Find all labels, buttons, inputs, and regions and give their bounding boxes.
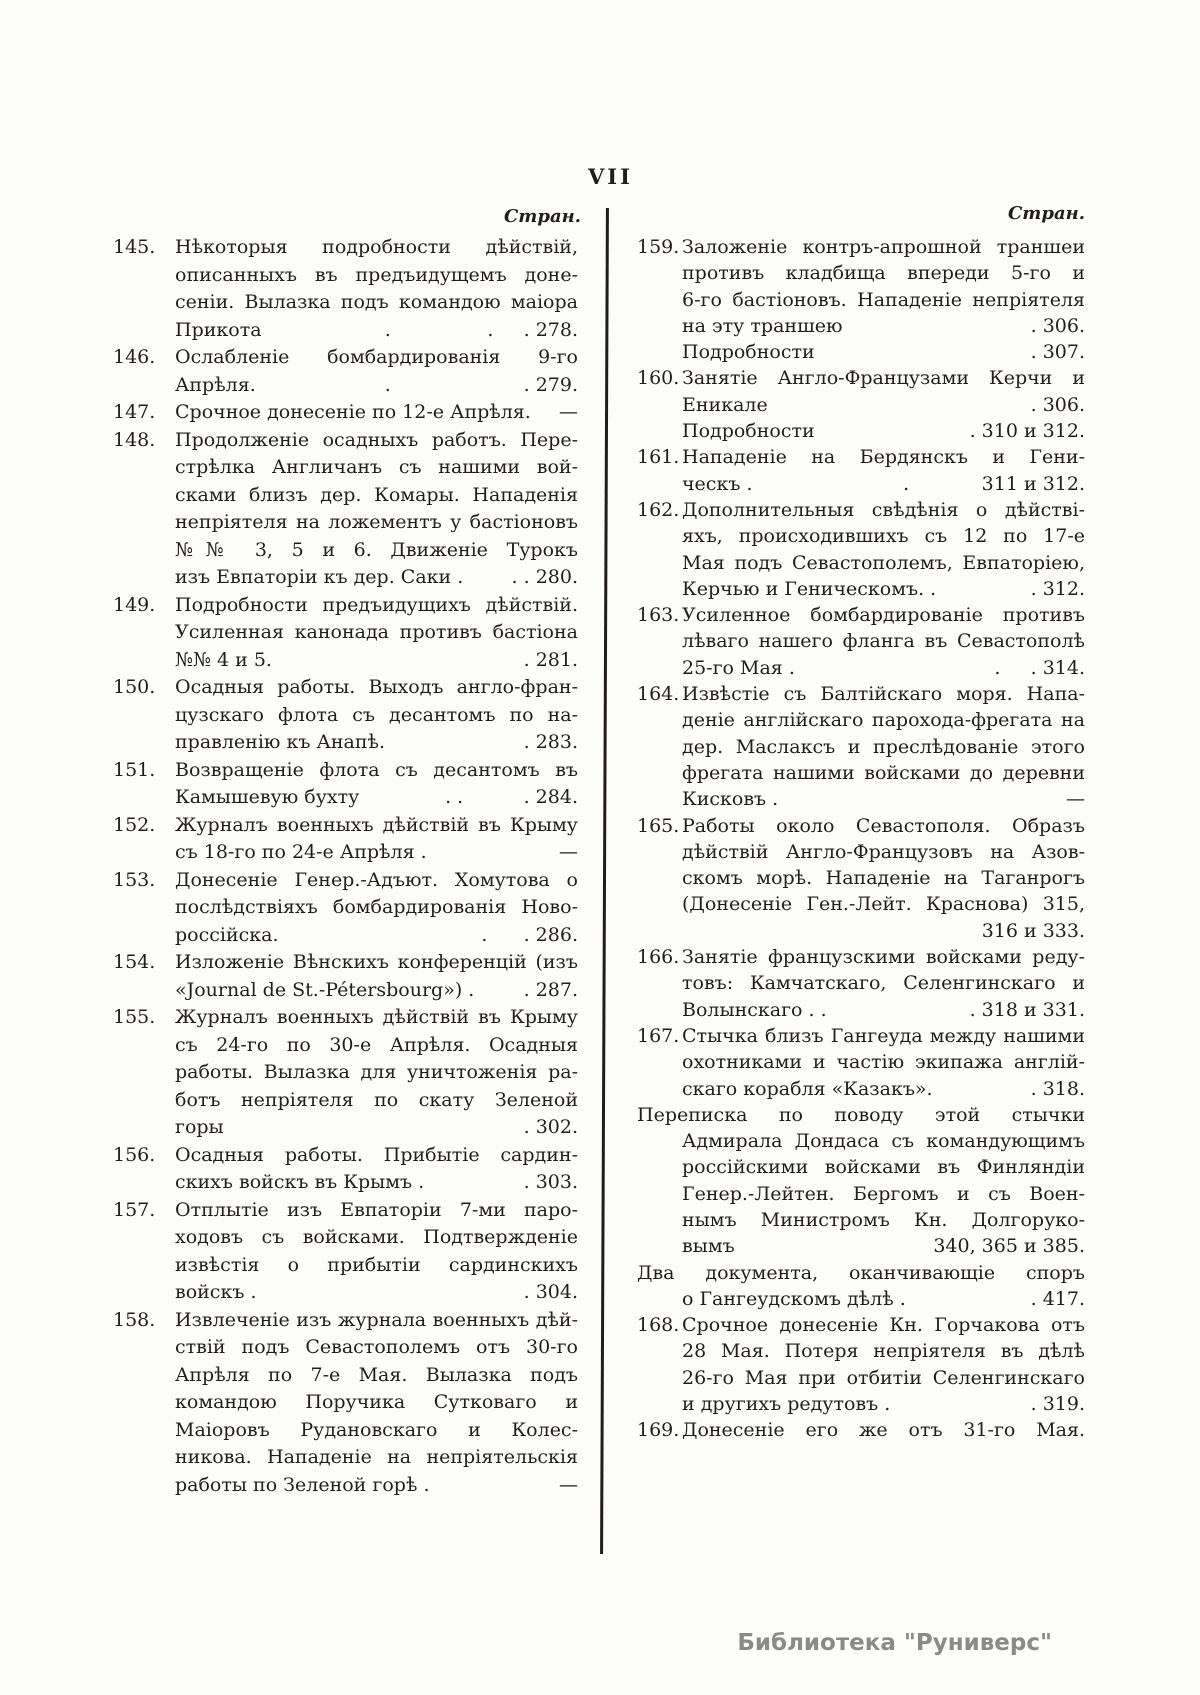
entry-text: вымъ: [682, 1235, 735, 1258]
toc-entry: [113, 1004, 578, 1142]
entry-page-ref: . 304.: [523, 1281, 578, 1303]
toc-entry: [113, 867, 578, 950]
toc-entry: [637, 681, 1085, 812]
column-header-left: Стран.: [503, 206, 581, 227]
entry-number: 155.: [113, 1006, 156, 1028]
toc-entry: [113, 757, 578, 812]
entry-page-line: [682, 339, 1085, 365]
entry-page-ref: 340, 365 и 385.: [933, 1235, 1085, 1258]
entry-text-line: Генер.-Лейтен. Бергомъ и съ Воен-: [682, 1182, 1085, 1205]
entry-body: [682, 602, 1085, 681]
entry-page-ref: —: [559, 841, 578, 863]
entry-text-line: Заложеніе контръ-апрошной траншеи: [682, 236, 1085, 258]
watermark-runivers: Библиотека "Руниверс": [737, 1630, 1052, 1656]
entry-text: о Гангеудскомъ дѣлѣ .: [682, 1287, 906, 1310]
entry-number: 169.: [637, 1419, 680, 1442]
entry-page-ref: . . . 284.: [445, 786, 578, 808]
entry-text-line: дер. Маслаксъ и преслѣдованіе этого: [682, 735, 1085, 758]
entry-body: [175, 757, 578, 812]
entry-text-line: послѣдствіяхъ бомбардированія Ново-: [175, 896, 578, 918]
entry-text-line: россійскими войсками въ Финляндіи: [682, 1156, 1085, 1179]
entry-number: 145.: [113, 236, 156, 258]
entry-page-line: [682, 655, 1085, 681]
entry-body: [682, 1312, 1085, 1417]
entry-page-line: [175, 784, 578, 812]
entry-text-line: Осадныя работы. Выходъ англо-фран-: [175, 676, 578, 698]
entry-text-line: Донесеніе Генер.-Адъют. Хомутова о: [175, 868, 578, 891]
entry-page-ref: . 307.: [1030, 341, 1085, 364]
entry-page-line: [682, 576, 1085, 602]
entry-text: Прикота: [175, 318, 262, 341]
page-number-roman: VII: [588, 164, 633, 189]
entry-page-line: [682, 1286, 1085, 1312]
entry-text: Еникале: [682, 393, 768, 416]
entry-page-ref: . 310 и 312.: [969, 420, 1085, 443]
entry-text-line: противъ кладбища впереди 5-го и: [682, 262, 1085, 285]
entry-text-line: Продолженіе осадныхъ работъ. Пере-: [175, 428, 578, 451]
entry-text: россійска.: [175, 923, 279, 946]
entry-page-line: [175, 564, 578, 592]
entry-page-ref: . 303.: [523, 1171, 578, 1193]
entry-text-line: №№ 3, 5 и 6. Движеніе Турокъ: [175, 538, 578, 561]
entry-text-line: Журналъ военныхъ дѣйствій въ Крыму: [175, 1006, 578, 1028]
entry-text-line: сеніи. Вылазка подъ командою маіора: [175, 291, 578, 313]
entry-text: изъ Евпаторіи къ дер. Саки .: [175, 566, 464, 588]
entry-text-line: 6-го бастіоновъ. Нападеніе непріятеля: [682, 288, 1085, 311]
column-header-right: Стран.: [1007, 203, 1085, 224]
toc-entry: [637, 1417, 1085, 1443]
toc-entry: [113, 674, 578, 757]
entry-body: [637, 1260, 1085, 1313]
entry-text-line: деніе англійскаго парохода-фрегата на: [682, 709, 1085, 732]
toc-entry: [113, 592, 578, 675]
entry-body: [175, 427, 578, 592]
entry-text: работы по Зеленой горѣ .: [175, 1473, 430, 1496]
entry-number: 161.: [637, 446, 680, 469]
entry-page-line: [175, 317, 578, 345]
entry-page-line: [175, 1279, 578, 1307]
entry-page-line: [175, 372, 578, 400]
entry-page-ref: —: [559, 1473, 578, 1496]
entry-body: [175, 1307, 578, 1500]
entry-body: [175, 949, 578, 1004]
entry-body: [682, 681, 1085, 812]
entry-number: 166.: [637, 946, 680, 969]
entry-page-line: [682, 313, 1085, 339]
entry-text-line: Дополнительныя свѣдѣнія о дѣйстві-: [682, 498, 1085, 521]
entry-text: Камышевую бухту: [175, 786, 360, 808]
entry-page-ref: 316 и 333.: [981, 919, 1085, 942]
entry-number: 153.: [113, 868, 156, 891]
toc-entry: [113, 399, 578, 427]
entry-body: [175, 1142, 578, 1197]
entry-number: 157.: [113, 1198, 156, 1221]
entry-body: [175, 592, 578, 675]
entry-page-ref: . 312.: [1030, 577, 1085, 600]
entry-text: Срочное донесеніе по 12-е Апрѣля.: [175, 401, 531, 423]
entry-number: 151.: [113, 758, 156, 781]
entry-body: [682, 497, 1085, 602]
entry-page-line: [175, 839, 578, 867]
entry-text: ческъ .: [682, 472, 753, 495]
entry-text-line: никова. Нападеніе на непріятельскія: [175, 1446, 578, 1468]
entry-text-line: лѣваго нашего фланга въ Севастополѣ: [682, 630, 1085, 653]
toc-entry: [113, 812, 578, 867]
entry-text-line: описанныхъ въ предъидущемъ доне-: [175, 263, 578, 286]
entry-number: 168.: [637, 1314, 680, 1337]
toc-column-left: [113, 234, 578, 1499]
toc-entry: [637, 1102, 1085, 1260]
entry-text: Волынскаго . .: [682, 998, 827, 1021]
toc-entry: [637, 234, 1085, 365]
entry-text-line: непріятеля на ложементъ у бастіоновъ: [175, 511, 578, 533]
entry-text-line: Усиленная канонада противъ бастіона: [175, 621, 578, 643]
toc-entry: [113, 1142, 578, 1197]
entry-body: [175, 399, 578, 427]
entry-body: [175, 1004, 578, 1142]
toc-entry: [113, 427, 578, 592]
entry-page-line: [175, 399, 578, 427]
entry-text-line: ствій подъ Севастополемъ отъ 30-го: [175, 1336, 578, 1358]
entry-page-ref: . . 314.: [994, 656, 1085, 679]
entry-body: [682, 813, 1085, 944]
entry-text: Подробности: [682, 341, 815, 364]
entry-page-line: [175, 647, 578, 675]
entry-text: съ 18-го по 24-е Апрѣля .: [175, 841, 427, 863]
toc-entry: [637, 1023, 1085, 1102]
toc-entry: [113, 344, 578, 399]
entry-page-line: [175, 1472, 578, 1500]
entry-text-line: товъ: Камчатскаго, Селенгинскаго и: [682, 972, 1085, 995]
entry-text-line: Ослабленіе бомбардированія 9-го: [175, 346, 578, 368]
entry-page-line: [682, 1076, 1085, 1102]
toc-entry: [637, 365, 1085, 444]
entry-text-line: цузскаго флота съ десантомъ по на-: [175, 703, 578, 726]
entry-text-line: командою Поручика Сутковаго и: [175, 1391, 578, 1413]
entry-page-line: [175, 922, 578, 950]
entry-text: правленію къ Анапѣ.: [175, 731, 386, 753]
entry-text: скаго корабля «Казакъ».: [682, 1077, 933, 1100]
entry-text-line: Осадныя работы. Прибытіе сардин-: [175, 1143, 578, 1166]
entry-text-line: Донесеніе его же отъ 31-го Мая.: [682, 1419, 1085, 1442]
entry-page-ref: . 306.: [1030, 393, 1085, 416]
entry-number: 167.: [637, 1024, 680, 1047]
entry-text-line: охотниками и частію экипажа англій-: [682, 1051, 1085, 1074]
entry-text-line: Апрѣля по 7-е Мая. Вылазка подъ: [175, 1363, 578, 1386]
entry-page-ref: . 287.: [523, 978, 578, 1001]
entry-text: Апрѣля.: [175, 373, 256, 396]
entry-text-line: яхъ, происходившихъ съ 12 по 17-е: [682, 525, 1085, 548]
entry-page-ref: —: [1066, 788, 1085, 811]
entry-text: Керчью и Геническомъ. .: [682, 577, 937, 600]
entry-text: на эту траншею: [682, 314, 843, 337]
entry-page-ref: . . 286.: [481, 923, 578, 946]
entry-page-ref: . 319.: [1030, 1393, 1085, 1416]
entry-body: [175, 867, 578, 950]
entry-body: [682, 944, 1085, 1023]
entry-text-line: Переписка по поводу этой стычки: [637, 1103, 1085, 1126]
entry-page-ref: . . 279.: [384, 373, 578, 396]
entry-page-ref: —: [559, 401, 578, 423]
entry-text-line: сками близъ дер. Комары. Нападенія: [175, 483, 578, 506]
entry-text-line: работы. Вылазка для уничтоженія ра-: [175, 1061, 578, 1083]
entry-text: №№ 4 и 5.: [175, 648, 272, 671]
entry-text: горы: [175, 1116, 224, 1138]
toc-column-right: [637, 234, 1085, 1444]
entry-text-line: Журналъ военныхъ дѣйствій въ Крыму: [175, 813, 578, 836]
entry-text: Кисковъ .: [682, 788, 779, 811]
entry-text: «Journal de St.-Pétersbourg») .: [175, 978, 475, 1001]
entry-text-line: Стычка близъ Гангеуда между нашими: [682, 1024, 1085, 1047]
entry-text-line: нымъ Министромъ Кн. Долгоруко-: [682, 1208, 1085, 1231]
toc-entry: [113, 234, 578, 344]
entry-text-line: Два документа, оканчивающіе споръ: [637, 1261, 1085, 1284]
column-divider-rule: [600, 208, 609, 1554]
entry-number: 158.: [113, 1308, 156, 1331]
entry-page-line: [682, 997, 1085, 1023]
entry-body: [682, 365, 1085, 444]
entry-number: 165.: [637, 814, 680, 837]
entry-number: 164.: [637, 683, 680, 706]
entry-page-ref: . . 280.: [511, 566, 578, 588]
entry-page-line: [682, 786, 1085, 812]
entry-page-line: [682, 1233, 1085, 1259]
entry-number: 154.: [113, 951, 156, 973]
toc-entry: [113, 1307, 578, 1500]
entry-text-line: 28 Мая. Потеря непріятеля въ дѣлѣ: [682, 1340, 1085, 1363]
entry-body: [682, 234, 1085, 365]
entry-page-ref: . 318 и 331.: [969, 998, 1085, 1021]
entry-text-line: Занятіе французскими войсками реду-: [682, 946, 1085, 969]
toc-entry: [637, 497, 1085, 602]
entry-page-line: [175, 1114, 578, 1142]
entry-page-ref: . 318.: [1030, 1077, 1085, 1100]
entry-page-line: [682, 471, 1085, 497]
entry-body: [175, 234, 578, 344]
entry-text-line: Нѣкоторыя подробности дѣйствій,: [175, 236, 578, 258]
entry-page-line: [175, 729, 578, 757]
entry-text-line: скомъ морѣ. Нападеніе на Таганрогъ: [682, 867, 1085, 890]
entry-page-line: [175, 1169, 578, 1197]
entry-page-ref: . 311 и 312.: [903, 472, 1085, 495]
entry-number: 147.: [113, 401, 156, 423]
entry-body: [637, 1102, 1085, 1260]
entry-number: 156.: [113, 1143, 156, 1166]
entry-text-line: съ 24-го по 30-е Апрѣля. Осадныя: [175, 1033, 578, 1056]
entry-page-line: [175, 977, 578, 1005]
entry-number: 152.: [113, 813, 156, 836]
entry-page-ref: . 281.: [523, 648, 578, 671]
toc-entry: [637, 602, 1085, 681]
toc-entry: [113, 1197, 578, 1307]
entry-page-line: [682, 418, 1085, 444]
entry-text: скихъ войскъ въ Крымъ .: [175, 1171, 425, 1193]
toc-entry: [637, 944, 1085, 1023]
entry-text-line: извѣстія о прибытіи сардинскихъ: [175, 1253, 578, 1276]
entry-text-line: Изложеніе Вѣнскихъ конференцій (изъ: [175, 951, 578, 973]
entry-text-line: фрегата нашими войсками до деревни: [682, 761, 1085, 784]
entry-number: 146.: [113, 346, 156, 368]
entry-text-line: Возвращеніе флота съ десантомъ въ: [175, 758, 578, 781]
entry-body: [175, 674, 578, 757]
entry-page-line: [682, 392, 1085, 418]
entry-text-line: Маіоровъ Рудановскаго и Колес-: [175, 1418, 578, 1441]
entry-page-ref: . 306.: [1030, 314, 1085, 337]
entry-page-ref: . . . 278.: [384, 318, 578, 341]
toc-entry: [637, 1312, 1085, 1417]
entry-text: и другихъ редутовъ .: [682, 1393, 891, 1416]
entry-number: 150.: [113, 676, 156, 698]
entry-page-ref: . 283.: [523, 731, 578, 753]
entry-body: [682, 1023, 1085, 1102]
entry-body: [175, 344, 578, 399]
entry-text-line: Работы около Севастополя. Образъ: [682, 814, 1085, 837]
entry-text-line: Мая подъ Севастополемъ, Евпаторіею,: [682, 551, 1085, 574]
entry-text-line: Срочное донесеніе Кн. Горчакова отъ: [682, 1314, 1085, 1337]
entry-text-line: Нападеніе на Бердянскъ и Гени-: [682, 446, 1085, 469]
entry-number: 148.: [113, 428, 156, 451]
toc-entry: [637, 444, 1085, 497]
entry-number: 163.: [637, 604, 680, 627]
entry-text-line: дѣйствій Англо-Французовъ на Азов-: [682, 840, 1085, 863]
toc-entry: [113, 949, 578, 1004]
entry-text-line: Адмирала Дондаса съ командующимъ: [682, 1130, 1085, 1153]
entry-text: Подробности: [682, 420, 815, 443]
entry-number: 159.: [637, 236, 680, 258]
entry-text-line: стрѣлка Англичанъ съ нашими вой-: [175, 456, 578, 478]
entry-text-line: Занятіе Англо-Французами Керчи и: [682, 367, 1085, 390]
entry-number: 162.: [637, 498, 680, 521]
entry-text-line: Усиленное бомбардированіе противъ: [682, 604, 1085, 627]
entry-page-ref: . 417.: [1030, 1287, 1085, 1310]
entry-page-ref: . 302.: [523, 1116, 578, 1138]
toc-entry: [637, 813, 1085, 944]
entry-body: [682, 1417, 1085, 1443]
entry-text-line: ботъ непріятеля по скату Зеленой: [175, 1088, 578, 1111]
entry-body: [175, 1197, 578, 1307]
entry-text-line: Отплытіе изъ Евпаторіи 7-ми паро-: [175, 1198, 578, 1221]
entry-text: войскъ .: [175, 1281, 257, 1303]
entry-number: 160.: [637, 367, 680, 390]
entry-text-line: 26-го Мая при отбитіи Селенгинскаго: [682, 1366, 1085, 1389]
entry-text-line: Извѣстіе съ Балтійскаго моря. Напа-: [682, 683, 1085, 706]
entry-page-line: [682, 918, 1085, 944]
entry-number: 149.: [113, 593, 156, 616]
entry-text-line: Подробности предъидущихъ дѣйствій.: [175, 593, 578, 616]
entry-text: 25-го Мая .: [682, 656, 795, 679]
entry-body: [175, 812, 578, 867]
entry-text-line: ходовъ съ войсками. Подтвержденіе: [175, 1226, 578, 1248]
toc-entry: [637, 1260, 1085, 1313]
entry-text-line: (Донесеніе Ген.-Лейт. Краснова) 315,: [682, 893, 1085, 916]
entry-page-line: [682, 1391, 1085, 1417]
entry-text-line: Извлеченіе изъ журнала военныхъ дѣй-: [175, 1308, 578, 1331]
entry-body: [682, 444, 1085, 497]
